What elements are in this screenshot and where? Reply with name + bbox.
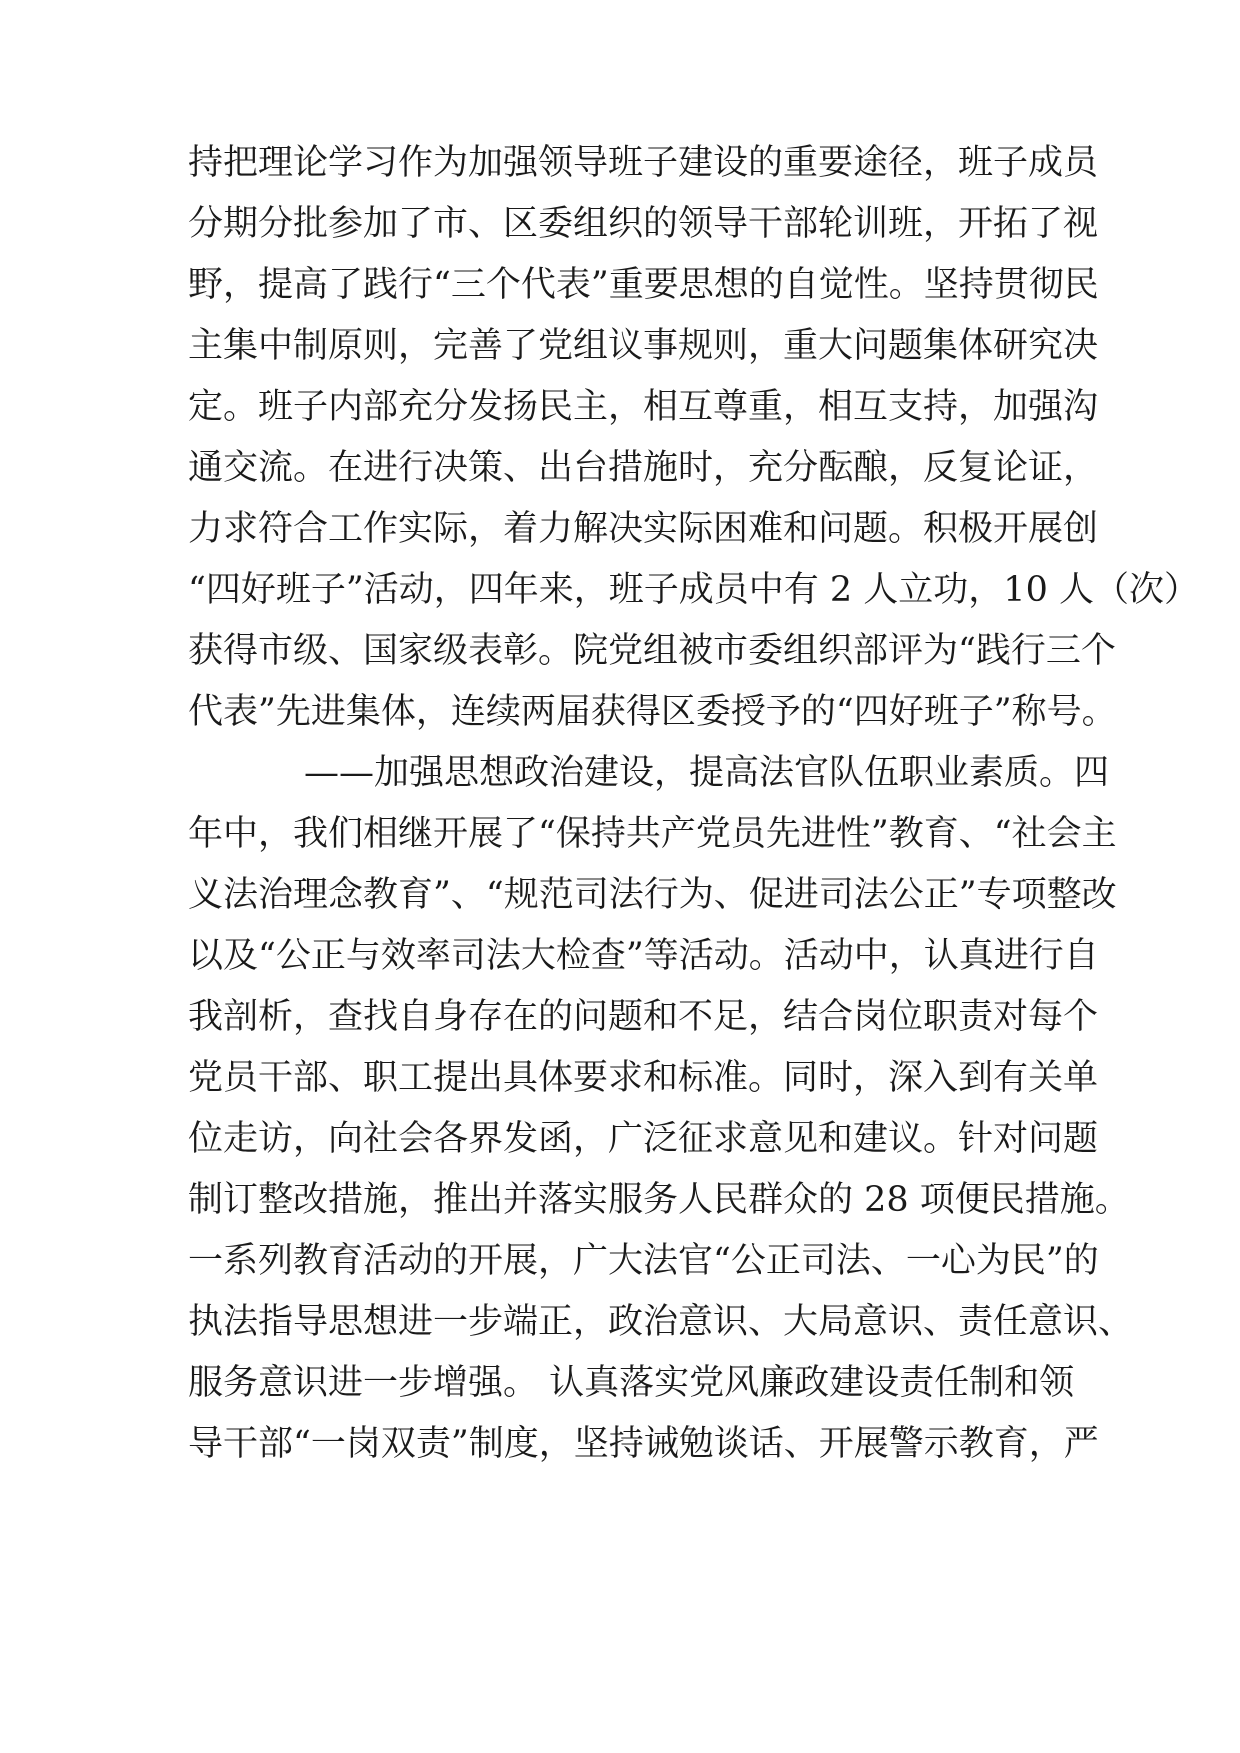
- text-line: 年中，我们相继开展了“保持共产党员先进性”教育、“社会主: [188, 814, 1117, 854]
- text-line: “四好班子”活动，四年来，班子成员中有 2 人立功，10 人（次）: [188, 570, 1199, 610]
- text-line: 通交流。在进行决策、出台措施时，充分酝酿，反复论证，: [188, 448, 1099, 488]
- text-line: 制订整改措施，推出并落实服务人民群众的 28 项便民措施。: [188, 1180, 1130, 1220]
- body-text: [188, 133, 1199, 1475]
- text-line: 导干部“一岗双责”制度，坚持诫勉谈话、开展警示教育，严: [188, 1424, 1099, 1464]
- text-line: 力求符合工作实际，着力解决实际困难和问题。积极开展创: [188, 509, 1099, 549]
- text-line: 党员干部、职工提出具体要求和标准。同时，深入到有关单: [188, 1058, 1099, 1098]
- text-line: 代表”先进集体，连续两届获得区委授予的“四好班子”称号。: [188, 692, 1117, 732]
- text-line: 位走访，向社会各界发函，广泛征求意见和建议。针对问题: [188, 1119, 1099, 1159]
- text-line: 获得市级、国家级表彰。院党组被市委组织部评为“践行三个: [188, 631, 1116, 671]
- text-line: 分期分批参加了市、区委组织的领导干部轮训班，开拓了视: [188, 204, 1099, 244]
- text-line: 主集中制原则，完善了党组议事规则，重大问题集体研究决: [188, 326, 1099, 366]
- paragraph-start-line: ——加强思想政治建设，提高法官队伍职业素质。四: [304, 753, 1110, 793]
- text-line: 执法指导思想进一步端正，政治意识、大局意识、责任意识、: [188, 1302, 1134, 1342]
- text-line: 持把理论学习作为加强领导班子建设的重要途径，班子成员: [188, 143, 1099, 183]
- text-line: 定。班子内部充分发扬民主，相互尊重，相互支持，加强沟: [188, 387, 1099, 427]
- text-line: 义法治理念教育”、“规范司法行为、促进司法公正”专项整改: [188, 875, 1117, 915]
- text-line: 服务意识进一步增强。 认真落实党风廉政建设责任制和领: [188, 1363, 1075, 1403]
- text-line: 我剖析，查找自身存在的问题和不足，结合岗位职责对每个: [188, 997, 1099, 1037]
- text-line: 野，提高了践行“三个代表”重要思想的自觉性。坚持贯彻民: [188, 265, 1099, 305]
- text-line: 以及“公正与效率司法大检查”等活动。活动中，认真进行自: [188, 936, 1099, 976]
- text-line: 一系列教育活动的开展，广大法官“公正司法、一心为民”的: [188, 1241, 1099, 1281]
